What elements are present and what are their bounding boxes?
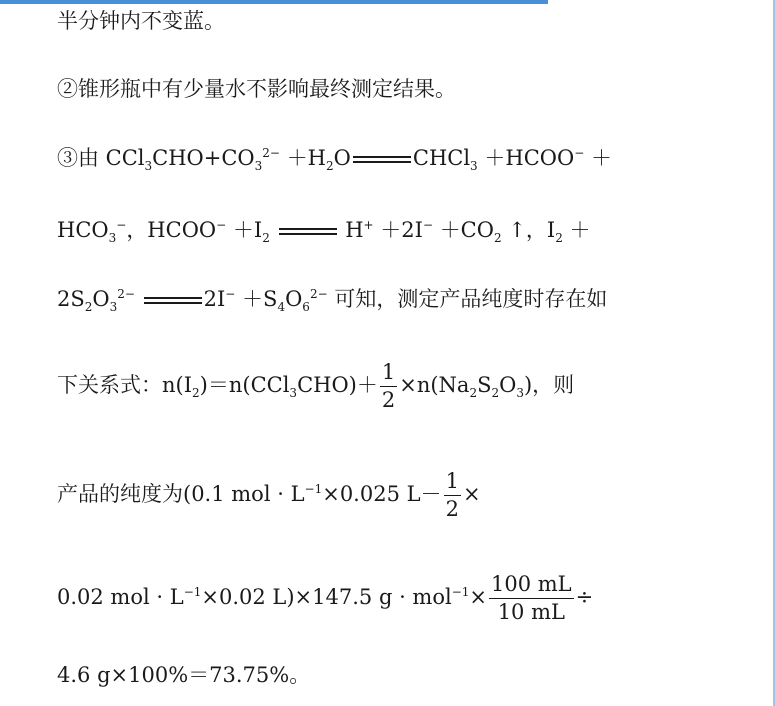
text-line-9: 4.6 g×100%＝73.75%。	[57, 663, 311, 687]
fraction-one-half: $\frac{1}{2}$	[381, 360, 396, 412]
double-equals-sign	[144, 297, 202, 304]
text-line-3: ③由 $CCl_3CHO+CO_3^{2-} +H_2O$ CHCl$_3$ ＋HCOO− ＋	[57, 146, 612, 174]
text-line-7: 产品的纯度为(0.1 mol · $L^{-1}\times 0.025$ L－ $\frac{1}{2}$ ×	[57, 469, 481, 521]
text-line-2: ②锥形瓶中有少量水不影响最终测定结果。	[57, 77, 456, 101]
fraction-volume-ratio: $\frac{100 mL}{10 mL}$	[491, 572, 572, 624]
top-accent-bar	[0, 0, 548, 4]
text-line-1: 半分钟内不变蓝。	[57, 9, 225, 33]
double-equals-sign	[279, 228, 337, 235]
fraction-one-half: $\frac{1}{2}$	[445, 469, 459, 521]
text-line-6: 下关系式：$n(I_2)=n(CCl_3CHO)+$ $\frac{1}{2}$ $\times n(Na_2S_2O_3)$，则	[57, 360, 575, 412]
text-line-5: $2S_2O_3^{2-}$ $2I^- +S_4O_6^{2-}$ 可知，测定产品纯度时存在如	[57, 287, 608, 315]
text-line-8: 0.02 mol · $L^{-1}\times 0.02$ L)×147.5 g · mol$^{-1}$× $\frac{100 mL}{10 mL}$ ÷	[57, 572, 594, 624]
text-line-4: $HCO_3^-$，HCOO− $+I_2$ $H^+ +2I^- +CO_2$ ↑，$I_2$ ＋	[57, 218, 591, 246]
double-equals-sign	[353, 156, 411, 163]
